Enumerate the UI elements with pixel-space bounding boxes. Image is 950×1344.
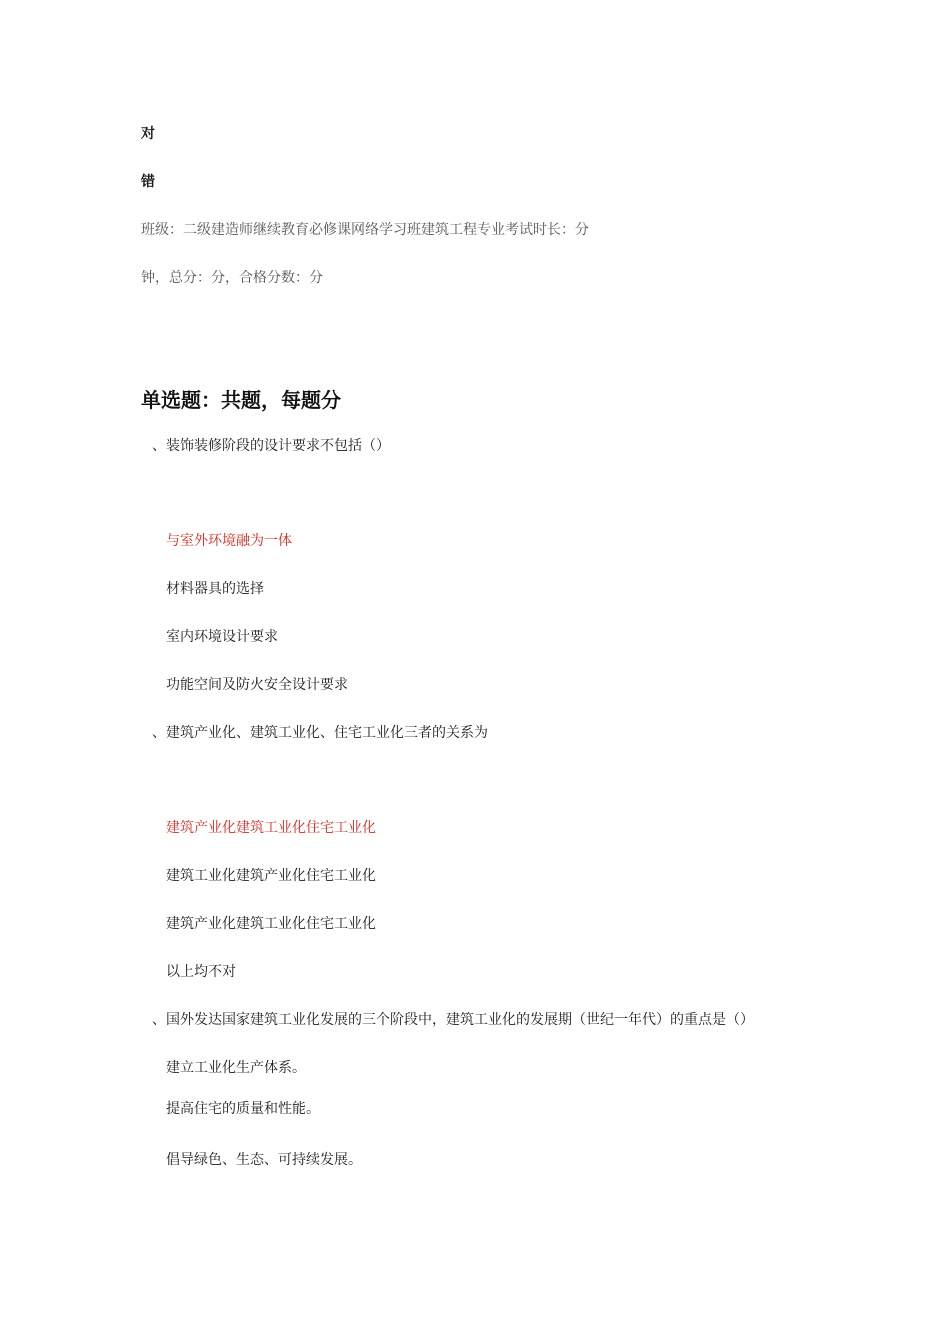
question-3-option-1[interactable]: 建立工业化生产体系。 xyxy=(166,1060,306,1076)
question-3-text: 、国外发达国家建筑工业化发展的三个阶段中，建筑工业化的发展期（世纪一年代）的重点是（） xyxy=(152,1012,754,1028)
false-label: 错 xyxy=(141,174,155,190)
question-2-option-3[interactable]: 建筑产业化建筑工业化住宅工业化 xyxy=(166,916,376,932)
question-1-text: 、装饰装修阶段的设计要求不包括（） xyxy=(152,438,390,454)
section-title: 单选题：共题，每题分 xyxy=(141,388,341,412)
question-2-option-1[interactable]: 建筑产业化建筑工业化住宅工业化 xyxy=(166,820,376,836)
question-1-option-3[interactable]: 室内环境设计要求 xyxy=(166,629,278,645)
exam-info-line-1: 班级：二级建造师继续教育必修课网络学习班建筑工程专业考试时长：分 xyxy=(141,222,589,238)
question-2-option-2[interactable]: 建筑工业化建筑产业化住宅工业化 xyxy=(166,868,376,884)
exam-info-line-2: 钟，总分：分，合格分数：分 xyxy=(141,270,323,286)
question-2-text: 、建筑产业化、建筑工业化、住宅工业化三者的关系为 xyxy=(152,725,488,741)
question-1-option-1[interactable]: 与室外环境融为一体 xyxy=(166,533,292,549)
true-label: 对 xyxy=(141,126,155,142)
question-1-option-4[interactable]: 功能空间及防火安全设计要求 xyxy=(166,677,348,693)
question-3-option-3[interactable]: 倡导绿色、生态、可持续发展。 xyxy=(166,1152,362,1168)
question-1-option-2[interactable]: 材料器具的选择 xyxy=(166,581,264,597)
question-3-option-2[interactable]: 提高住宅的质量和性能。 xyxy=(166,1101,320,1117)
question-2-option-4[interactable]: 以上均不对 xyxy=(166,964,236,980)
